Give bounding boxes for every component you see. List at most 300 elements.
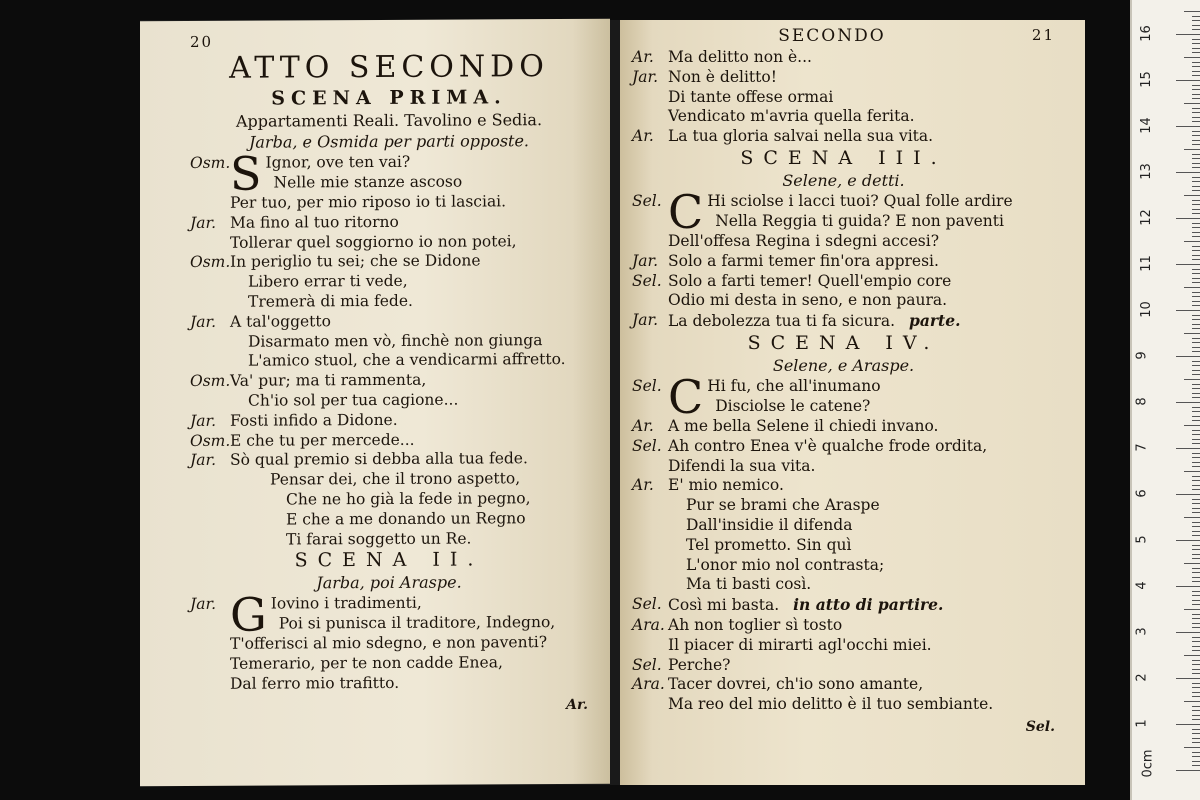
verse-text: Sò qual premio si debba alla tua fede.: [230, 449, 528, 470]
speaker-label: [190, 233, 230, 253]
verse-text: La tua gloria salvai nella sua vita.: [668, 127, 934, 146]
stage-direction: in atto di partire.: [793, 595, 944, 615]
verse-text: Ti farai soggetto un Re.: [286, 529, 472, 549]
ruler-tick: [1192, 319, 1200, 320]
ruler-tick: [1192, 646, 1200, 647]
ruler-tick: [1184, 11, 1200, 12]
verse-text: T'offerisci al mio sdegno, e non paventi?: [230, 633, 548, 654]
ruler-tick: [1192, 430, 1200, 431]
speaker-label: Osm.: [190, 253, 231, 272]
verse-text: Vendicato m'avria quella ferita.: [668, 107, 915, 126]
drop-cap: S: [230, 146, 262, 201]
ruler-tick: [1192, 600, 1200, 601]
speaker-label: [190, 332, 230, 352]
verse-text: Disciolse le catene?: [715, 396, 871, 415]
ruler-tick: [1192, 16, 1200, 17]
verse-line: [632, 556, 1055, 576]
verse-text: Odio mi desta in seno, e non paura.: [668, 291, 948, 310]
ruler-tick: [1184, 103, 1200, 104]
ruler-tick: [1192, 531, 1200, 532]
ruler-tick: [1192, 733, 1200, 734]
verse-text: L'amico stuol, che a vendicarmi affretto.: [248, 350, 566, 371]
ruler-tick: [1192, 641, 1200, 642]
left-verse-block-1: [190, 146, 588, 550]
drop-cap: G: [230, 587, 267, 643]
verse-line: [632, 437, 1055, 457]
verse-text: Temerario, per te non cadde Enea,: [230, 653, 503, 673]
ruler-tick: [1192, 315, 1200, 316]
stage-direction: parte.: [909, 311, 961, 331]
ruler-tick: [1192, 131, 1200, 132]
ruler-tick: [1192, 673, 1200, 674]
speaker-label: [190, 675, 230, 695]
act-title: ATTO SECONDO: [229, 49, 549, 86]
verse-line: [632, 291, 1055, 311]
ruler-tick: [1176, 172, 1200, 173]
ruler-tick: [1192, 48, 1200, 49]
ruler-tick: [1192, 637, 1200, 638]
verse-text: Va' pur; ma ti rammenta,: [230, 370, 427, 390]
ruler-tick: [1192, 420, 1200, 421]
ruler-tick: [1192, 52, 1200, 53]
ruler-tick: [1192, 526, 1200, 527]
ruler-tick: [1192, 144, 1200, 145]
ruler-tick: [1192, 411, 1200, 412]
ruler-tick: [1192, 361, 1200, 362]
verse-text: Pensar dei, che il trono aspetto,: [270, 469, 521, 489]
verse-line: [632, 272, 1055, 292]
speaker-label: [190, 273, 230, 293]
verse-text: E che a me donando un Regno: [286, 508, 526, 529]
speaker-label: [632, 636, 668, 656]
verse-text: Di tante offese ormai: [668, 87, 834, 106]
ruler-label: 14: [1138, 117, 1154, 134]
verse-text: Iovino i tradimenti,: [270, 594, 422, 613]
verse-text: Solo a farti temer! Quell'empio core: [668, 271, 952, 290]
ruler-tick: [1192, 94, 1200, 95]
ruler-tick: [1192, 324, 1200, 325]
verse-line: [632, 232, 1055, 252]
ruler-tick: [1192, 397, 1200, 398]
ruler-tick: [1192, 154, 1200, 155]
ruler-tick: [1176, 264, 1200, 265]
open-book: [140, 20, 1085, 785]
verse-line: [632, 68, 1055, 88]
verse-line: [632, 184, 1055, 239]
characters-1: Jarba, e Osmida per parti opposte.: [248, 131, 530, 152]
ruler-tick: [1192, 227, 1200, 228]
verse-line: [190, 390, 588, 412]
verse-line: [632, 127, 1055, 147]
ruler-tick: [1176, 34, 1200, 35]
ruler-tick: [1192, 342, 1200, 343]
verse-line: [190, 410, 588, 432]
ruler-tick: [1176, 586, 1200, 587]
ruler-tick: [1192, 209, 1200, 210]
speaker-label: [190, 655, 230, 675]
ruler-tick: [1176, 724, 1200, 725]
running-head-text: SECONDO: [778, 26, 886, 46]
ruler-label: 5: [1134, 535, 1150, 544]
ruler-tick: [1176, 770, 1200, 771]
speaker-label: Sel.: [632, 436, 662, 455]
speaker-label: [632, 575, 668, 595]
ruler-tick: [1192, 374, 1200, 375]
speaker-label: [190, 530, 230, 550]
ruler-tick: [1192, 549, 1200, 550]
verse-line: [190, 509, 588, 531]
ruler-label: 0cm: [1140, 749, 1156, 778]
scene-heading-3: SCENA III.: [740, 146, 947, 169]
ruler-tick: [1192, 692, 1200, 693]
verse-line: [632, 48, 1055, 68]
ruler-tick: [1192, 121, 1200, 122]
verse-text: La debolezza tua ti fa sicura. parte.: [668, 311, 961, 331]
ruler-tick: [1192, 117, 1200, 118]
measuring-ruler: [1130, 0, 1200, 800]
verse-line: [632, 695, 1055, 715]
verse-text: Ma ti basti così.: [686, 575, 812, 594]
ruler-tick: [1192, 66, 1200, 67]
right-page-number: 21: [1031, 26, 1055, 44]
ruler-tick: [1192, 259, 1200, 260]
verse-line: [190, 449, 588, 471]
verse-line: [190, 192, 588, 214]
ruler-tick: [1192, 200, 1200, 201]
ruler-tick: [1192, 443, 1200, 444]
speaker-label: [632, 291, 668, 311]
ruler-tick: [1192, 581, 1200, 582]
ruler-tick: [1192, 98, 1200, 99]
verse-line: [190, 212, 588, 234]
verse-text: Solo a farmi temer fin'ora appresi.: [668, 251, 939, 270]
verse-text: Ah contro Enea v'è qualche frode ordita,: [668, 436, 988, 455]
ruler-tick: [1192, 752, 1200, 753]
verse-line: [190, 673, 588, 695]
verse-text: Dell'offesa Regina i sdegni accesi?: [668, 231, 940, 250]
verse-line: [190, 489, 588, 511]
ruler-tick: [1192, 604, 1200, 605]
ruler-tick: [1192, 204, 1200, 205]
speaker-label: Ar.: [632, 127, 654, 146]
speaker-label: [632, 107, 668, 127]
speaker-label: [632, 457, 668, 477]
speaker-label: [190, 471, 230, 491]
ruler-tick: [1192, 282, 1200, 283]
right-verse-block-2: [632, 184, 1055, 332]
ruler-tick: [1192, 85, 1200, 86]
speaker-label: Jar.: [190, 451, 217, 470]
ruler-tick: [1192, 623, 1200, 624]
verse-line: [190, 350, 588, 372]
ruler-tick: [1192, 572, 1200, 573]
ruler-tick: [1176, 218, 1200, 219]
ruler-tick: [1192, 20, 1200, 21]
ruler-tick: [1184, 287, 1200, 288]
ruler-tick: [1192, 250, 1200, 251]
verse-line: [632, 575, 1055, 595]
speaker-label: Ara.: [632, 615, 665, 634]
ruler-label: 8: [1134, 397, 1150, 406]
ruler-tick: [1176, 356, 1200, 357]
ruler-tick: [1192, 719, 1200, 720]
speaker-label: Ara.: [632, 675, 665, 694]
verse-text: Disarmato men vò, finchè non giunga: [248, 330, 543, 351]
ruler-tick: [1176, 494, 1200, 495]
verse-text: Libero errar ti vede,: [248, 272, 408, 291]
ruler-tick: [1192, 255, 1200, 256]
speaker-label: Jar.: [632, 67, 659, 86]
speaker-label: [190, 511, 230, 531]
ruler-tick: [1192, 301, 1200, 302]
ruler-tick: [1192, 407, 1200, 408]
ruler-tick: [1176, 632, 1200, 633]
verse-line: [632, 595, 1055, 616]
ruler-tick: [1184, 333, 1200, 334]
ruler-tick: [1176, 448, 1200, 449]
verse-line: [190, 271, 588, 293]
verse-line: [190, 528, 588, 550]
ruler-tick: [1192, 508, 1200, 509]
ruler-tick: [1192, 163, 1200, 164]
speaker-label: Jar.: [632, 251, 659, 270]
ruler-tick: [1192, 223, 1200, 224]
ruler-tick: [1184, 195, 1200, 196]
verse-line: [190, 291, 588, 313]
speaker-label: Osm.: [190, 431, 231, 450]
ruler-tick: [1184, 379, 1200, 380]
speaker-label: [632, 88, 668, 108]
right-verse-block-1: [632, 48, 1055, 147]
right-running-head: [632, 26, 1055, 48]
verse-text: Difendi la sua vita.: [668, 456, 816, 475]
verse-line: [190, 146, 588, 201]
ruler-tick: [1184, 563, 1200, 564]
ruler-tick: [1176, 678, 1200, 679]
ruler-tick: [1192, 347, 1200, 348]
verse-line: [190, 370, 588, 392]
characters-2: Jarba, poi Araspe.: [316, 572, 462, 593]
verse-text: Nelle mie stanze ascoso: [273, 172, 463, 192]
ruler-tick: [1176, 126, 1200, 127]
ruler-tick: [1192, 489, 1200, 490]
ruler-tick: [1184, 425, 1200, 426]
verse-text: Poi si punisca il traditore, Indegno,: [278, 613, 556, 633]
ruler-tick: [1192, 696, 1200, 697]
ruler-tick: [1192, 71, 1200, 72]
ruler-tick: [1192, 761, 1200, 762]
verse-line: [632, 516, 1055, 536]
verse-text: Fosti infido a Didone.: [230, 410, 398, 430]
ruler-tick: [1192, 273, 1200, 274]
speaker-label: Ar.: [632, 476, 654, 495]
verse-line: [632, 88, 1055, 108]
drop-cap-block: [230, 587, 556, 643]
speaker-label: [632, 556, 668, 576]
ruler-tick: [1192, 485, 1200, 486]
left-running-head: [190, 31, 588, 51]
verse-line: [632, 457, 1055, 477]
drop-cap-block: [230, 146, 463, 201]
ruler-tick: [1192, 545, 1200, 546]
scene-heading-1: SCENA PRIMA.: [271, 86, 507, 110]
verse-text: Che ne ho già la fede in pegno,: [286, 489, 531, 509]
speaker-label: Jar.: [190, 411, 217, 430]
ruler-tick: [1192, 75, 1200, 76]
ruler-tick: [1192, 89, 1200, 90]
ruler-tick: [1192, 232, 1200, 233]
speaker-label: Sel.: [632, 191, 662, 210]
ruler-tick: [1192, 618, 1200, 619]
ruler-tick: [1192, 462, 1200, 463]
ruler-tick: [1192, 439, 1200, 440]
ruler-tick: [1184, 747, 1200, 748]
ruler-tick: [1192, 706, 1200, 707]
ruler-tick: [1192, 568, 1200, 569]
speaker-label: [632, 232, 668, 252]
ruler-tick: [1192, 729, 1200, 730]
verse-text: Ma fino al tuo ritorno: [230, 212, 399, 232]
ruler-tick: [1192, 236, 1200, 237]
ruler-tick: [1184, 655, 1200, 656]
ruler-tick: [1192, 29, 1200, 30]
verse-line: [190, 330, 588, 352]
speaker-label: Sel.: [632, 271, 662, 290]
verse-text: Nella Reggia ti guida? E non paventi: [715, 211, 1004, 230]
drop-cap: C: [668, 184, 704, 239]
scene-heading-4: SCENA IV.: [747, 331, 940, 354]
verse-text: Ch'io sol per tua cagione...: [248, 390, 459, 410]
ruler-tick: [1192, 62, 1200, 63]
ruler-tick: [1192, 742, 1200, 743]
verse-text: Hi sciolse i lacci tuoi? Qual folle ardire: [707, 191, 1013, 210]
ruler-tick: [1192, 39, 1200, 40]
left-page: [140, 19, 610, 786]
right-page: [620, 20, 1085, 785]
ruler-tick: [1176, 310, 1200, 311]
ruler-tick: [1192, 591, 1200, 592]
ruler-tick: [1192, 756, 1200, 757]
verse-line: [190, 469, 588, 491]
speaker-label: Sel.: [632, 595, 662, 614]
ruler-label: 4: [1134, 581, 1150, 590]
ruler-tick: [1192, 627, 1200, 628]
speaker-label: Ar.: [632, 416, 654, 435]
verse-text: A me bella Selene il chiedi invano.: [668, 416, 939, 435]
ruler-tick: [1192, 434, 1200, 435]
ruler-label: 13: [1138, 163, 1154, 180]
speaker-label: Jar.: [190, 595, 217, 614]
verse-text: Tacer dovrei, ch'io sono amante,: [668, 675, 924, 694]
verse-text: Perche?: [668, 655, 731, 674]
verse-text: Pur se brami che Araspe: [686, 496, 880, 515]
speaker-label: [190, 635, 230, 655]
verse-line: [190, 311, 588, 333]
ruler-tick: [1192, 292, 1200, 293]
verse-text: Il piacer di mirarti agl'occhi miei.: [668, 635, 932, 654]
speaker-label: [190, 491, 230, 511]
ruler-label: 9: [1134, 351, 1150, 360]
verse-line: [190, 231, 588, 253]
ruler-tick: [1176, 540, 1200, 541]
speaker-label: Ar.: [632, 48, 654, 66]
ruler-tick: [1192, 384, 1200, 385]
ruler-tick: [1192, 246, 1200, 247]
ruler-tick: [1192, 158, 1200, 159]
ruler-tick: [1192, 453, 1200, 454]
speaker-label: [190, 352, 230, 372]
ruler-tick: [1192, 476, 1200, 477]
speaker-label: Jar.: [632, 311, 659, 330]
ruler-tick: [1192, 466, 1200, 467]
speaker-label: [632, 496, 668, 516]
ruler-tick: [1192, 269, 1200, 270]
ruler-tick: [1192, 351, 1200, 352]
ruler-tick: [1192, 186, 1200, 187]
ruler-tick: [1192, 140, 1200, 141]
characters-4: Selene, e Araspe.: [772, 355, 915, 375]
verse-text: L'onor mio nol contrasta;: [686, 555, 885, 574]
speaker-label: Jar.: [190, 312, 217, 331]
verse-text: Ignor, ove ten vai?: [265, 152, 411, 172]
verse-line: [632, 369, 1055, 424]
ruler-tick: [1184, 517, 1200, 518]
speaker-label: Osm.: [190, 371, 231, 391]
ruler-tick: [1192, 687, 1200, 688]
speaker-label: [632, 536, 668, 556]
ruler-label: 7: [1134, 443, 1150, 452]
speaker-label: Sel.: [632, 655, 662, 674]
verse-line: [190, 587, 588, 643]
ruler-label: 16: [1138, 25, 1154, 42]
verse-text: Dal ferro mio trafitto.: [230, 673, 400, 693]
verse-text: Non è delitto!: [668, 67, 777, 86]
ruler-tick: [1192, 338, 1200, 339]
verse-line: [632, 656, 1055, 676]
ruler-tick: [1192, 388, 1200, 389]
ruler-tick: [1192, 765, 1200, 766]
ruler-tick: [1192, 669, 1200, 670]
ruler-tick: [1192, 108, 1200, 109]
verse-line: [632, 107, 1055, 127]
stage-setting: Appartamenti Reali. Tavolino e Sedia.: [235, 110, 543, 131]
ruler-tick: [1184, 701, 1200, 702]
ruler-tick: [1192, 457, 1200, 458]
verse-text: Dall'insidie il difenda: [686, 515, 853, 534]
ruler-tick: [1192, 305, 1200, 306]
ruler-tick: [1192, 522, 1200, 523]
right-verse-block-3: [632, 369, 1055, 715]
ruler-tick: [1184, 149, 1200, 150]
ruler-tick: [1192, 577, 1200, 578]
verse-line: [190, 653, 588, 675]
ruler-tick: [1192, 25, 1200, 26]
ruler-label: 11: [1138, 255, 1154, 272]
left-catchword: Ar.: [566, 696, 588, 713]
scene-heading-2: SCENA II.: [294, 548, 484, 572]
ruler-tick: [1192, 660, 1200, 661]
verse-text: E' mio nemico.: [668, 476, 784, 495]
ruler-tick: [1192, 499, 1200, 500]
ruler-tick: [1192, 112, 1200, 113]
right-catchword: Sel.: [1025, 718, 1055, 735]
ruler-tick: [1192, 664, 1200, 665]
speaker-label: [190, 293, 230, 313]
drop-cap-block: [668, 184, 1013, 239]
verse-text: A tal'oggetto: [230, 312, 331, 331]
ruler-label: 3: [1134, 627, 1150, 636]
ruler-tick: [1192, 480, 1200, 481]
